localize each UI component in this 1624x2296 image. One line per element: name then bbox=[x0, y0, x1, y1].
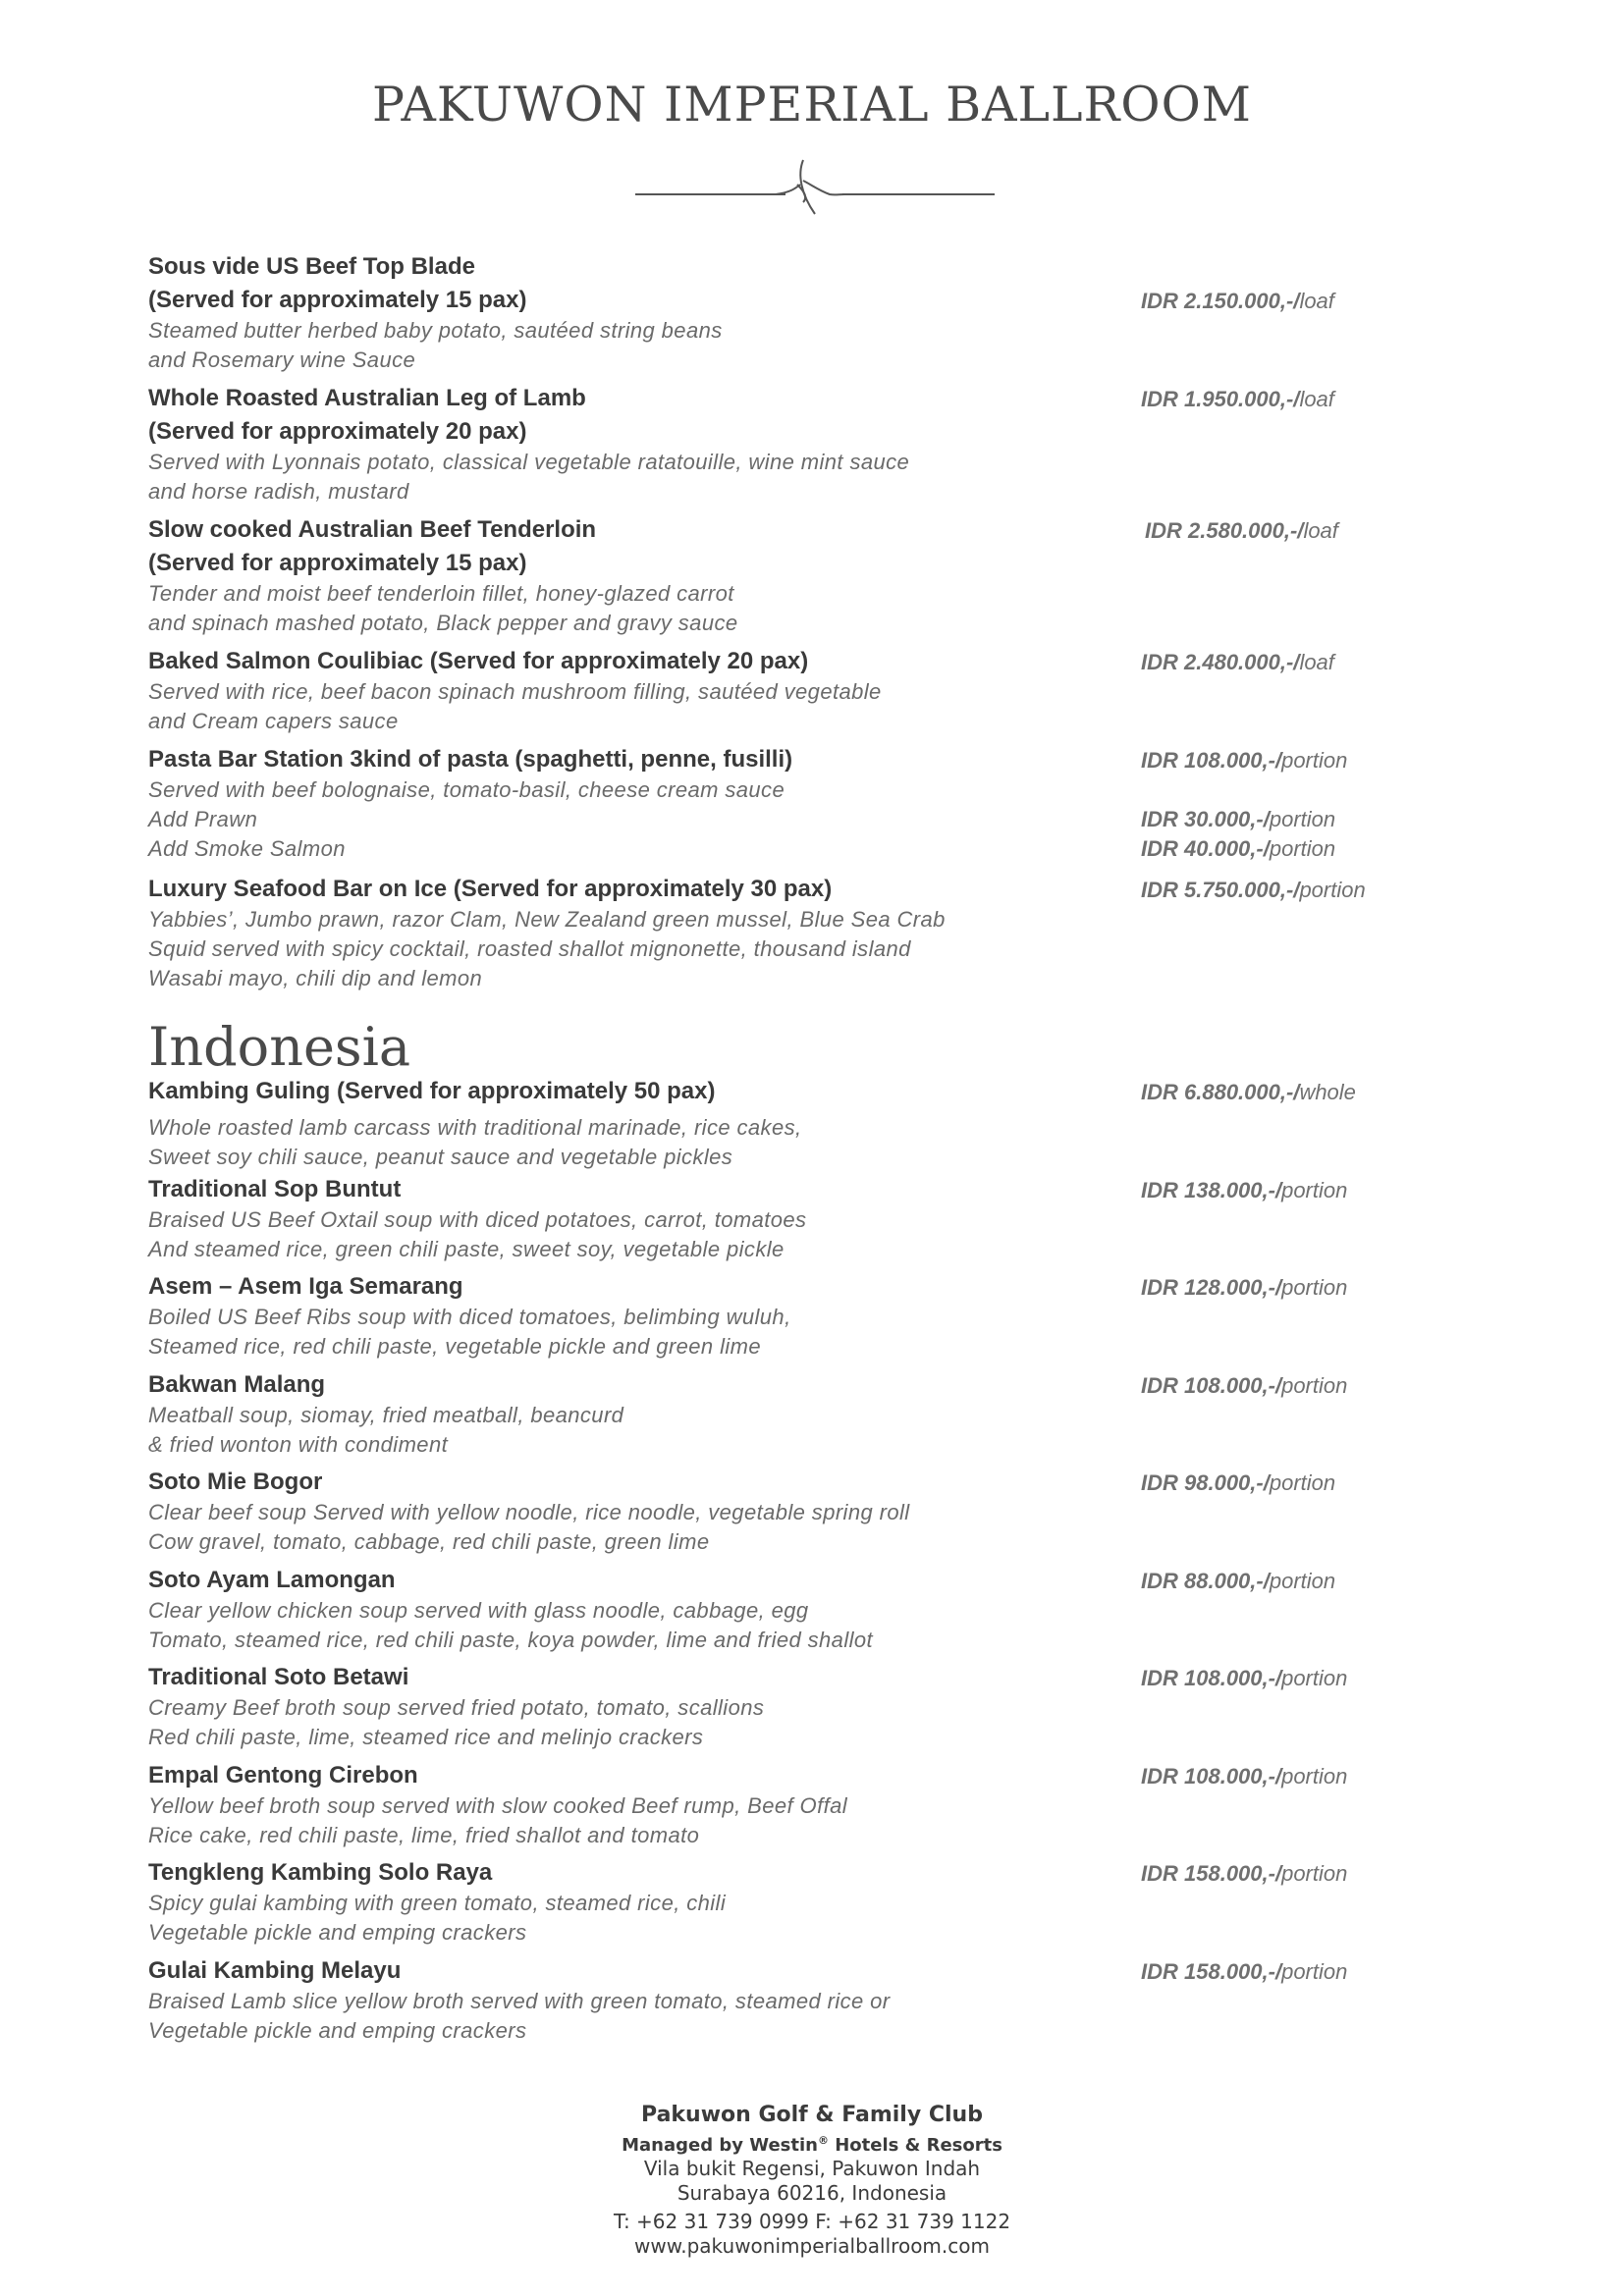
item-description: Served with Lyonnais potato, classical vegetable ratatouille, wine mint sauce bbox=[148, 450, 910, 474]
addon-price: IDR 40.000,-/portion bbox=[1141, 836, 1336, 861]
item-name: Pasta Bar Station 3kind of pasta (spaghetti, penne, fusilli) bbox=[148, 746, 793, 773]
item-serving: (Served for approximately 15 pax) bbox=[148, 287, 527, 313]
item-name: Traditional Soto Betawi bbox=[148, 1664, 409, 1690]
footer-phone: T: +62 31 739 0999 F: +62 31 739 1122 bbox=[613, 2210, 1011, 2233]
item-name: Whole Roasted Australian Leg of Lamb bbox=[148, 385, 586, 411]
item-description: Spicy gulai kambing with green tomato, steamed rice, chili bbox=[148, 1891, 727, 1915]
ornament-divider-icon bbox=[628, 155, 1001, 224]
item-price: IDR 5.750.000,-/portion bbox=[1141, 878, 1366, 902]
item-price: IDR 108.000,-/portion bbox=[1141, 748, 1348, 773]
item-price: IDR 1.950.000,-/loaf bbox=[1141, 387, 1334, 411]
footer bbox=[0, 2101, 1624, 2259]
item-description: Vegetable pickle and emping crackers bbox=[148, 2018, 527, 2043]
item-name: Traditional Sop Buntut bbox=[148, 1176, 402, 1202]
item-description: Served with rice, beef bacon spinach mushroom filling, sautéed vegetable bbox=[148, 679, 882, 704]
section-heading-indonesia: Indonesia bbox=[148, 1016, 411, 1078]
item-price: IDR 98.000,-/portion bbox=[1141, 1470, 1336, 1495]
footer-club-name: Pakuwon Golf & Family Club bbox=[641, 2103, 983, 2127]
item-price: IDR 88.000,-/portion bbox=[1141, 1569, 1336, 1593]
footer-address-line: Surabaya 60216, Indonesia bbox=[677, 2181, 947, 2205]
item-description: Braised US Beef Oxtail soup with diced potatoes, carrot, tomatoes bbox=[148, 1207, 807, 1232]
item-name: Asem – Asem Iga Semarang bbox=[148, 1273, 463, 1300]
item-name: Kambing Guling (Served for approximately 50 pax) bbox=[148, 1078, 716, 1104]
item-name: Slow cooked Australian Beef Tenderloin bbox=[148, 516, 597, 543]
item-price: IDR 108.000,-/portion bbox=[1141, 1373, 1348, 1398]
item-description: and Rosemary wine Sauce bbox=[148, 347, 416, 372]
footer-managed-by: Managed by Westin® Hotels & Resorts bbox=[622, 2134, 1002, 2156]
item-description: Creamy Beef broth soup served fried potato, tomato, scallions bbox=[148, 1695, 765, 1720]
item-description: Meatball soup, siomay, fried meatball, beancurd bbox=[148, 1403, 624, 1427]
item-description: Squid served with spicy cocktail, roasted shallot mignonette, thousand island bbox=[148, 936, 911, 961]
item-description: and spinach mashed potato, Black pepper and gravy sauce bbox=[148, 611, 738, 635]
footer-address-line: Vila bukit Regensi, Pakuwon Indah bbox=[643, 2157, 981, 2180]
item-price: IDR 2.580.000,-/loaf bbox=[1145, 518, 1338, 543]
item-description: Yellow beef broth soup served with slow cooked Beef rump, Beef Offal bbox=[148, 1793, 848, 1818]
item-price: IDR 2.480.000,-/loaf bbox=[1141, 650, 1334, 674]
item-description: Vegetable pickle and emping crackers bbox=[148, 1920, 527, 1945]
item-name: Soto Mie Bogor bbox=[148, 1468, 323, 1495]
item-name: Baked Salmon Coulibiac (Served for approximately 20 pax) bbox=[148, 648, 809, 674]
item-price: IDR 158.000,-/portion bbox=[1141, 1861, 1348, 1886]
item-description: Red chili paste, lime, steamed rice and melinjo crackers bbox=[148, 1725, 704, 1749]
item-name: Sous vide US Beef Top Blade bbox=[148, 253, 475, 280]
item-name: Bakwan Malang bbox=[148, 1371, 326, 1398]
item-name: Luxury Seafood Bar on Ice (Served for approximately 30 pax) bbox=[148, 876, 833, 902]
item-description: Steamed rice, red chili paste, vegetable pickle and green lime bbox=[148, 1334, 762, 1359]
page-title: PAKUWON IMPERIAL BALLROOM bbox=[372, 77, 1252, 133]
item-description: Steamed butter herbed baby potato, sautéed string beans bbox=[148, 318, 723, 343]
item-description: Rice cake, red chili paste, lime, fried shallot and tomato bbox=[148, 1823, 700, 1847]
item-price: IDR 138.000,-/portion bbox=[1141, 1178, 1348, 1202]
addon-price: IDR 30.000,-/portion bbox=[1141, 807, 1336, 831]
item-description: Wasabi mayo, chili dip and lemon bbox=[148, 966, 483, 990]
item-description: & fried wonton with condiment bbox=[148, 1432, 449, 1457]
item-description: Whole roasted lamb carcass with traditional marinade, rice cakes, bbox=[148, 1115, 802, 1140]
item-price: IDR 108.000,-/portion bbox=[1141, 1764, 1348, 1789]
item-description: and Cream capers sauce bbox=[148, 709, 399, 733]
item-description: Braised Lamb slice yellow broth served with green tomato, steamed rice or bbox=[148, 1989, 891, 2013]
item-price: IDR 128.000,-/portion bbox=[1141, 1275, 1348, 1300]
item-description: Clear beef soup Served with yellow noodle, rice noodle, vegetable spring roll bbox=[148, 1500, 910, 1524]
item-description: Boiled US Beef Ribs soup with diced tomatoes, belimbing wuluh, bbox=[148, 1305, 791, 1329]
footer-website[interactable]: www.pakuwonimperialballroom.com bbox=[634, 2234, 990, 2258]
item-price: IDR 108.000,-/portion bbox=[1141, 1666, 1348, 1690]
item-description: Served with beef bolognaise, tomato-basil, cheese cream sauce bbox=[148, 777, 785, 802]
item-description: Tomato, steamed rice, red chili paste, koya powder, lime and fried shallot bbox=[148, 1628, 874, 1652]
item-name: Empal Gentong Cirebon bbox=[148, 1762, 418, 1789]
item-description: and horse radish, mustard bbox=[148, 479, 409, 504]
item-description: Cow gravel, tomato, cabbage, red chili paste, green lime bbox=[148, 1529, 710, 1554]
item-serving: (Served for approximately 15 pax) bbox=[148, 550, 527, 576]
item-description: Yabbies’, Jumbo prawn, razor Clam, New Zealand green mussel, Blue Sea Crab bbox=[148, 907, 946, 932]
item-description: Clear yellow chicken soup served with glass noodle, cabbage, egg bbox=[148, 1598, 809, 1623]
item-addon: Add Smoke Salmon bbox=[148, 836, 346, 861]
item-name: Tengkleng Kambing Solo Raya bbox=[148, 1859, 493, 1886]
item-serving: (Served for approximately 20 pax) bbox=[148, 418, 527, 445]
item-description: Tender and moist beef tenderloin fillet, honey-glazed carrot bbox=[148, 581, 734, 606]
item-price: IDR 2.150.000,-/loaf bbox=[1141, 289, 1334, 313]
item-addon: Add Prawn bbox=[148, 807, 258, 831]
item-name: Gulai Kambing Melayu bbox=[148, 1957, 402, 1984]
item-name: Soto Ayam Lamongan bbox=[148, 1567, 396, 1593]
item-description: Sweet soy chili sauce, peanut sauce and vegetable pickles bbox=[148, 1145, 733, 1169]
item-price: IDR 6.880.000,-/whole bbox=[1141, 1080, 1356, 1104]
item-description: And steamed rice, green chili paste, sweet soy, vegetable pickle bbox=[148, 1237, 785, 1261]
item-price: IDR 158.000,-/portion bbox=[1141, 1959, 1348, 1984]
